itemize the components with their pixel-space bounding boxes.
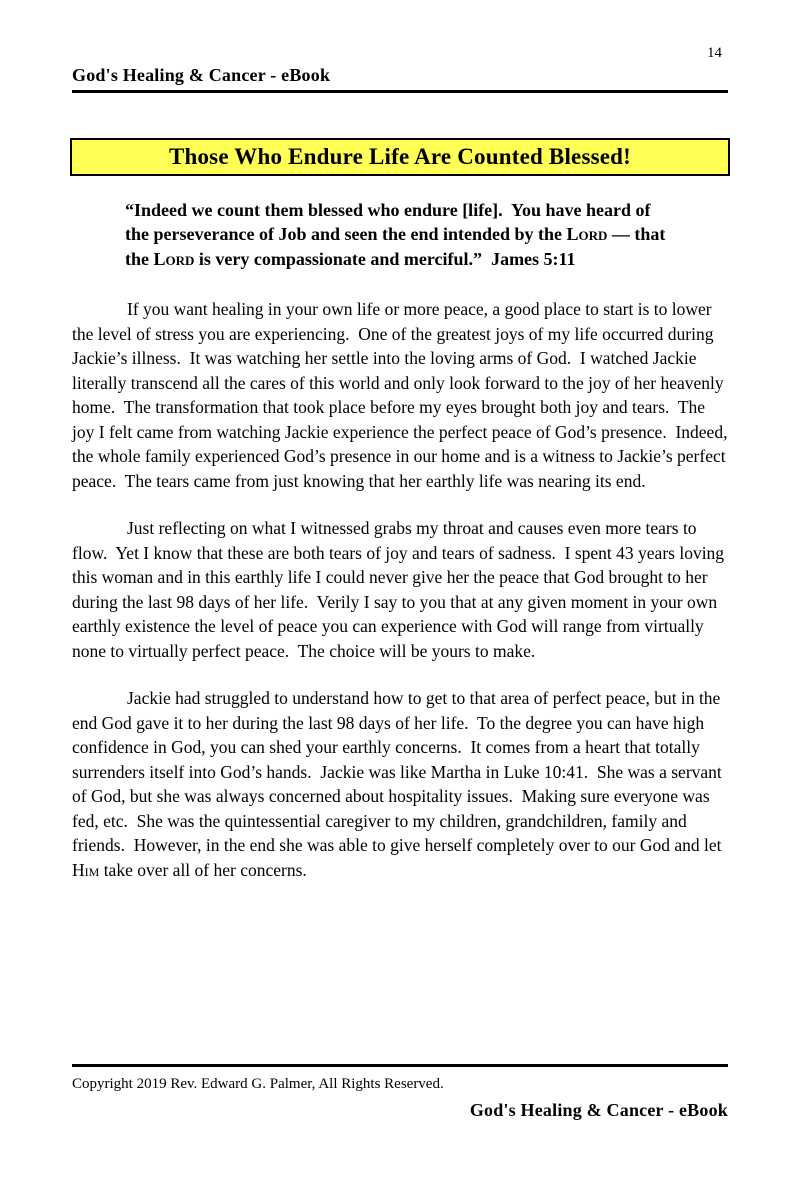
header-rule	[72, 90, 728, 93]
footer-title: God's Healing & Cancer - eBook	[469, 1100, 728, 1120]
quote-reference: James 5:11	[491, 248, 576, 269]
paragraph-3-him-smallcaps: Him	[72, 859, 100, 880]
body-paragraph-1: If you want healing in your own life or more peace, a good place to start is to lower the level of stress you are experiencing. One of the greatest joys of my life occurred during Jackie’s illness. It was watching her settle into the loving arms of God. I watched Jackie literally transcend all the cares of this world and only look forward to the joy of her heavenly home. The transformation that took place before my eyes brought both joy and tears. The joy I felt came from watching Jackie experience the perfect peace of God’s presence. Indeed, the whole family experienced God’s presence in our home and is a witness to Jackie’s perfect peace. The tears came from just knowing that her earthly life was nearing its end.	[72, 299, 732, 491]
footer-rule	[72, 1064, 728, 1067]
scripture-quote	[125, 198, 670, 272]
quote-text-part-1: “Indeed we count them blessed who endure [life]. You have heard of the perseverance of Job and seen the end intended by the	[125, 199, 656, 245]
copyright-notice: Copyright 2019 Rev. Edward G. Palmer, All Rights Reserved.	[72, 1076, 444, 1092]
header-title: God's Healing & Cancer - eBook	[72, 65, 331, 85]
body-paragraph-3	[72, 686, 728, 882]
page-header	[0, 0, 800, 93]
paragraph-3-text-part-1: Jackie had struggled to understand how to get to that area of perfect peace, but in the end God gave it to her during the last 98 days of her life. To the degree you can have high confidence in God, you can shed your earthly concerns. It comes from a heart that totally surrenders itself into God’s hands. Jackie was like Martha in Luke 10:41. She was a servant of God, but she was always concerned about hospitality issues. Making sure everyone was fed, etc. She was the quintessential caregiver to my children, grandchildren, family and friends. However, in the end she was able to give herself completely over to our God and let	[72, 688, 727, 856]
quote-lord-smallcaps-2: Lord	[153, 248, 195, 269]
page-number: 14	[707, 45, 722, 61]
quote-lord-smallcaps-1: Lord	[566, 224, 608, 245]
quote-text-part-3: is very compassionate and merciful.”	[194, 248, 492, 269]
section-title-banner: Those Who Endure Life Are Counted Blessed!	[70, 138, 730, 176]
quote-text-part-2: — that the	[125, 224, 670, 269]
body-paragraph-2: Just reflecting on what I witnessed grabs my throat and causes even more tears to flow. Yet I know that these are both tears of joy and tears of sadness. I spent 43 years loving this woman and in this earthly life I could never give her the peace that God brought to her during the last 98 days of her life. Verily I say to you that at any given moment in your own earthly existence the level of peace you can experience with God will range from virtually none to virtually perfect peace. The choice will be yours to make.	[72, 518, 729, 661]
page-footer	[72, 1064, 728, 1121]
paragraph-3-text-part-2: take over all of her concerns.	[99, 859, 307, 880]
